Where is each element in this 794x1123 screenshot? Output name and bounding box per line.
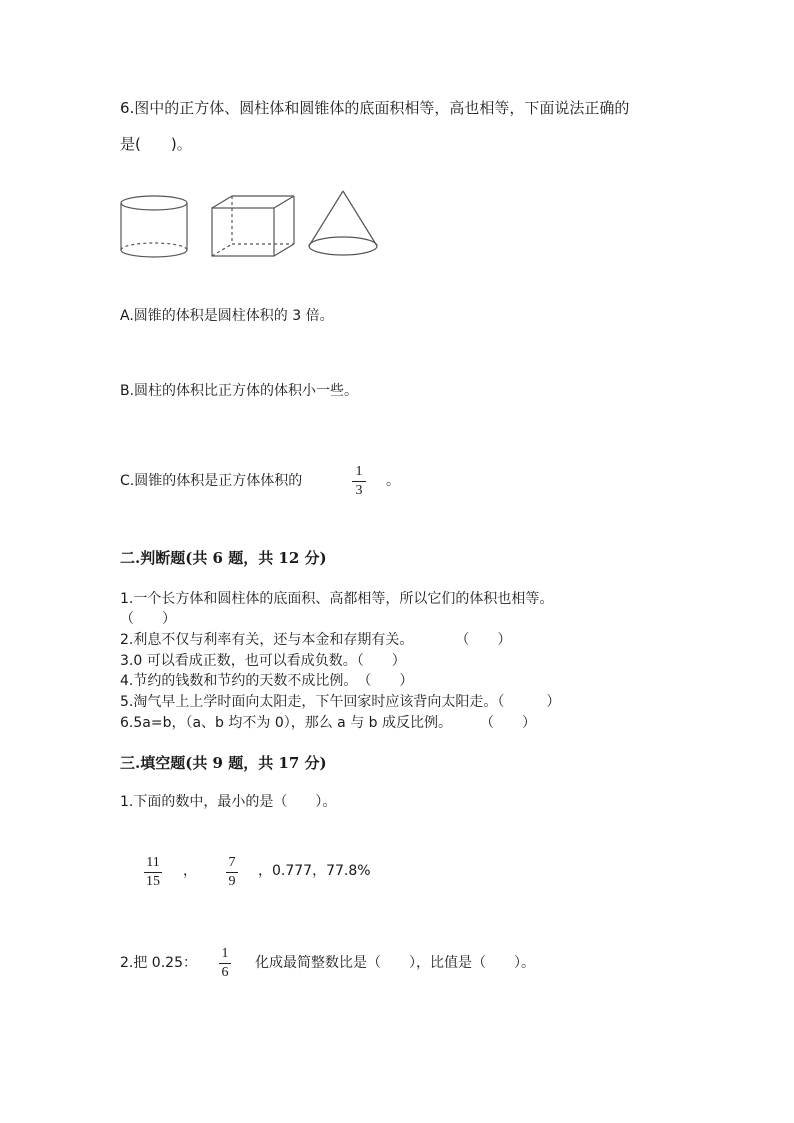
judge-item-6: 6.5a=b，（a、b 均不为 0），那么 a 与 b 成反比例。 （ ） [120,715,536,731]
fraction-denominator: 6 [221,965,229,980]
option-b: B.圆柱的体积比正方体的体积小一些。 [120,383,359,399]
question-6-line-1: 6.图中的正方体、圆柱体和圆锥体的底面积相等，高也相等，下面说法正确的 [120,99,630,117]
q1-choices: ，0.777，77.8% [258,863,371,879]
section-2-title: 二.判断题(共 6 题，共 12 分) [120,549,327,567]
cube-icon [212,196,294,256]
option-c-text: C.圆锥的体积是正方体体积的 [120,473,303,489]
judge-item-5: 5.淘气早上上学时面向太阳走，下午回家时应该背向太阳走。（ ） [120,694,561,710]
fraction-numerator: 1 [221,946,229,961]
fraction-denominator: 3 [355,483,363,498]
fraction-bar [144,872,162,873]
fraction-bar [219,963,231,964]
option-c-end: 。 [386,473,400,489]
fraction-bar [226,872,238,873]
fraction-bar [352,481,366,482]
fill-question-1: 1.下面的数中，最小的是（ ）。 [120,794,337,810]
judge-item-2: 2.利息不仅与利率有关，还与本金和存期有关。 （ ） [120,632,512,648]
fill-question-2-suffix: 化成最简整数比是（ ），比值是（ ）。 [255,955,535,971]
geometry-figure [118,188,388,264]
judge-item-1-bracket: （ ） [120,611,176,627]
fraction-numerator: 11 [146,855,160,870]
question-6-line-2: 是( )。 [120,135,192,153]
judge-item-4: 4.节约的钱数和节约的天数不成比例。 （ ） [120,673,414,689]
q1-fraction-1 [144,855,162,890]
option-c-fraction [352,464,366,499]
cylinder-icon [121,196,187,257]
fraction-denominator: 15 [146,874,160,889]
q2-fraction [219,946,231,981]
fill-question-2-prefix: 2.把 0.25： [120,955,197,971]
judge-item-1: 1.一个长方体和圆柱体的底面积、高都相等，所以它们的体积也相等。 [120,591,554,607]
fraction-numerator: 7 [228,855,236,870]
option-a: A.圆锥的体积是圆柱体积的 3 倍。 [120,308,334,324]
fraction-numerator: 1 [355,464,363,479]
judge-item-3: 3.0 可以看成正数，也可以看成负数。（ ） [120,653,406,669]
q1-fraction-2 [226,855,238,890]
section-3-title: 三.填空题(共 9 题，共 17 分) [120,754,327,772]
cone-icon [309,191,377,255]
q1-separator: ， [183,863,197,879]
fraction-denominator: 9 [228,874,236,889]
